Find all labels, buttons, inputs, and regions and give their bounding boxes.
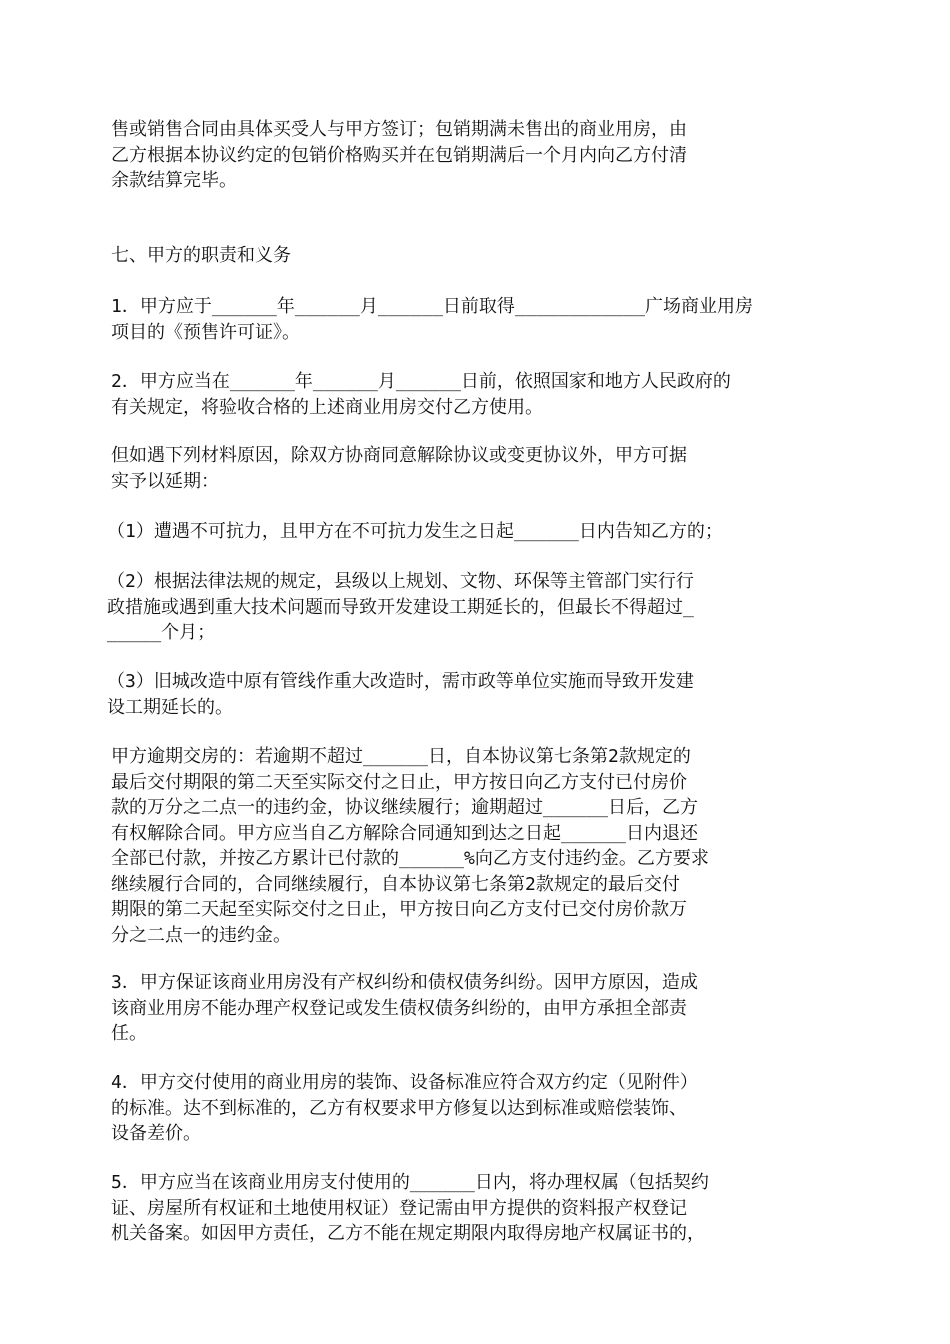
text-line: 乙方根据本协议约定的包销价格购买并在包销期满后一个月内向乙方付清 [111, 144, 687, 166]
text-line: 实予以延期： [111, 470, 219, 492]
paragraph-clause-4 [111, 1070, 851, 1147]
paragraph-clause-1 [111, 294, 851, 345]
text-line: 分之二点一的违约金。 [111, 924, 291, 946]
paragraph-delay-exceptions [111, 443, 851, 494]
text-line: 期限的第二天起至实际交付之日止，甲方按日向乙方支付已交付房价款万 [111, 899, 687, 920]
text-line: 2．甲方应当在______年______月______日前，依照国家和地方人民政府的 [111, 371, 731, 392]
text-line: 4．甲方交付使用的商业用房的装饰、设备标准应符合双方约定（见附件） [111, 1072, 698, 1093]
text-line: 设备差价。 [111, 1123, 201, 1144]
text-line: 机关备案。如因甲方责任，乙方不能在规定期限内取得房地产权属证书的， [111, 1223, 705, 1244]
text-line: 甲方逾期交房的：若逾期不超过______日，自本协议第七条第2款规定的 [111, 746, 691, 767]
section-heading: 七、甲方的职责和义务 [111, 245, 291, 266]
text-line: 全部已付款，并按乙方累计已付款的______%向乙方支付违约金。乙方要求 [111, 848, 709, 869]
text-line: 任。 [111, 1023, 147, 1044]
text-line: 继续履行合同的，合同继续履行，自本协议第七条第2款规定的最后交付 [111, 873, 680, 895]
text-line: 有权解除合同。甲方应当自乙方解除合同通知到达之日起______日内退还 [111, 822, 699, 844]
text-line: （3）旧城改造中原有管线作重大改造时，需市政等单位实施而导致开发建 [107, 671, 694, 692]
text-line: （1）遭遇不可抗力，且甲方在不可抗力发生之日起______日内告知乙方的； [107, 521, 723, 542]
text-line: 的标准。达不到标准的，乙方有权要求甲方修复以达到标准或赔偿装饰、 [111, 1097, 687, 1119]
text-line: 但如遇下列材料原因，除双方协商同意解除协议或变更协议外，甲方可据 [111, 445, 687, 466]
text-line: 5．甲方应当在该商业用房支付使用的______日内，将办理权属（包括契约 [111, 1172, 709, 1193]
paragraph-exception-1 [107, 519, 847, 545]
paragraph-exception-2 [107, 569, 847, 646]
section-heading-party-a-duties [111, 243, 851, 269]
text-line: 项目的《预售许可证》。 [111, 321, 300, 343]
paragraph-exception-3 [107, 669, 847, 720]
paragraph-late-delivery-penalty [111, 744, 851, 948]
text-line: 余款结算完毕。 [111, 170, 237, 191]
text-line: （2）根据法律法规的规定，县级以上规划、文物、环保等主管部门实行行 [107, 571, 694, 592]
text-line: 设工期延长的。 [107, 696, 233, 718]
text-line: 最后交付期限的第二天至实际交付之日止，甲方按日向乙方支付已付房价 [111, 771, 687, 793]
text-line: 售或销售合同由具体买受人与甲方签订；包销期满未售出的商业用房，由 [111, 119, 687, 140]
text-line: 有关规定，将验收合格的上述商业用房交付乙方使用。 [111, 396, 543, 418]
paragraph-sales-contract-terms [111, 117, 851, 194]
paragraph-clause-3 [111, 970, 851, 1047]
text-line: 款的万分之二点一的违约金，协议继续履行；逾期超过______日后，乙方 [111, 797, 699, 818]
paragraph-clause-2 [111, 369, 851, 420]
text-line: 3．甲方保证该商业用房没有产权纠纷和债权债务纠纷。因甲方原因，造成 [111, 972, 698, 993]
text-line: 1．甲方应于______年______月______日前取得____________广场商业用房 [111, 296, 753, 317]
paragraph-clause-5 [111, 1170, 851, 1247]
text-line: 该商业用房不能办理产权登记或发生债权债务纠纷的，由甲方承担全部责 [111, 997, 687, 1019]
text-line: _____个月； [107, 622, 216, 643]
text-line: 政措施或遇到重大技术问题而导致开发建设工期延长的，但最长不得超过_ [107, 596, 694, 618]
text-line: 证、房屋所有权证和土地使用权证）登记需由甲方提供的资料报产权登记 [111, 1197, 687, 1219]
